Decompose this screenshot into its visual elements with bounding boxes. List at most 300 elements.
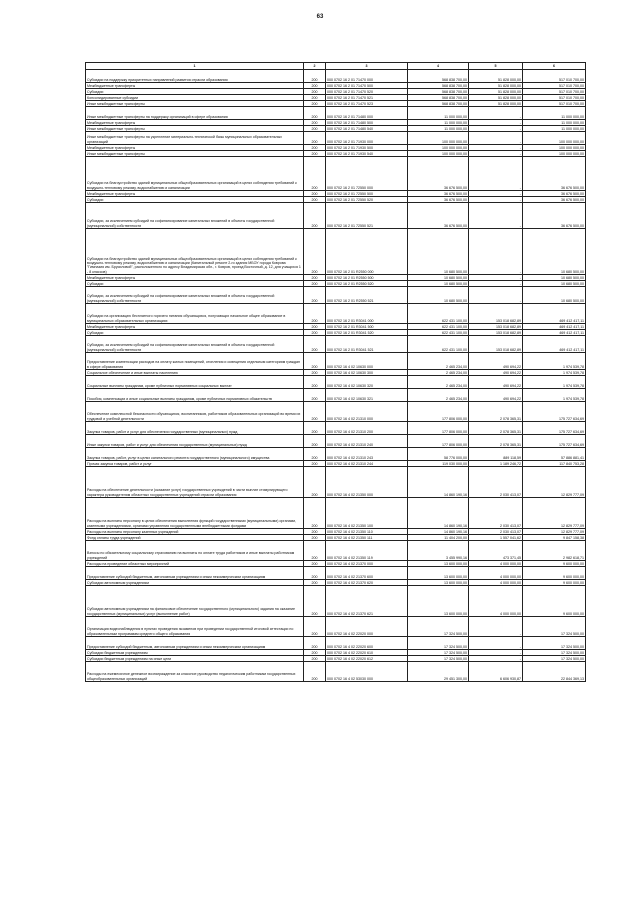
- row-budget-code: 000 0702 16 4 02 21350 119: [326, 541, 408, 561]
- row-description: Прочая закупка товаров, работ и услуг: [86, 461, 304, 467]
- row-executed-amount: -: [469, 656, 523, 662]
- row-executed-amount: -: [469, 126, 523, 132]
- row-description: Субсидии на поддержку приоритетных направлений развития отрасли образования: [86, 70, 304, 83]
- row-remaining-amount: 57 886 881,41: [523, 448, 586, 461]
- row-description: Субсидии, за исключением субсидий на софинансирование капитальных вложений в объекты государственной (муниципальной) собственности: [86, 336, 304, 353]
- row-description: Пособия, компенсации и иные социальные выплаты гражданам, кроме публичных нормативных обязательств: [86, 389, 304, 402]
- row-description: Расходы на ежемесячное денежное вознаграждение за классное руководство педагогическим работникам государственных общеобразовательных организаций: [86, 662, 304, 682]
- row-remaining-amount: 517 010 700,00: [523, 89, 586, 95]
- row-description: Субсидии: [86, 89, 304, 95]
- row-approved-amount: 177 806 000,00: [408, 422, 469, 435]
- row-budget-code: 000 0702 16 4 02 21370 000: [326, 561, 408, 567]
- row-line-code: 200: [304, 101, 326, 107]
- row-remaining-amount: 36 676 500,00: [523, 203, 586, 229]
- table-row: [86, 529, 586, 535]
- table-row: [86, 132, 586, 145]
- row-remaining-amount: 10 680 500,00: [523, 275, 586, 281]
- row-budget-code: 000 0702 16 2 01 71470 523: [326, 101, 408, 107]
- budget-table: [85, 62, 586, 682]
- row-description: Межбюджетные трансферты: [86, 275, 304, 281]
- row-approved-amount: 119 030 000,00: [408, 461, 469, 467]
- table-row: [86, 157, 586, 191]
- column-header-5: 5: [469, 63, 523, 70]
- row-budget-code: 000 0702 16 2 01 71470 000: [326, 70, 408, 83]
- row-remaining-amount: 36 676 500,00: [523, 191, 586, 197]
- row-executed-amount: 4 000 000,00: [469, 580, 523, 586]
- row-approved-amount: 29 451 300,00: [408, 662, 469, 682]
- row-approved-amount: 622 431 100,00: [408, 330, 469, 336]
- row-description: Субсидии: [86, 197, 304, 203]
- row-executed-amount: -: [469, 151, 523, 157]
- row-description: Закупка товаров, работ и услуг для обеспечения государственных (муниципальных) нужд: [86, 422, 304, 435]
- row-line-code: 200: [304, 561, 326, 567]
- row-budget-code: 000 0702 16 2 01 72550 000: [326, 157, 408, 191]
- row-line-code: 200: [304, 191, 326, 197]
- row-line-code: 200: [304, 145, 326, 151]
- row-remaining-amount: 517 010 700,00: [523, 101, 586, 107]
- row-executed-amount: -: [469, 157, 523, 191]
- row-approved-amount: 17 324 500,00: [408, 617, 469, 637]
- row-budget-code: 000 0702 16 4 02 21350 000: [326, 467, 408, 498]
- row-approved-amount: 11 000 000,00: [408, 126, 469, 132]
- row-remaining-amount: 9 600 000,00: [523, 561, 586, 567]
- row-line-code: 200: [304, 656, 326, 662]
- row-executed-amount: -: [469, 637, 523, 650]
- row-description: Социальное обеспечение и иные выплаты населению: [86, 370, 304, 376]
- table-row: [86, 203, 586, 229]
- row-approved-amount: 568 838 700,00: [408, 101, 469, 107]
- row-remaining-amount: 1 974 539,78: [523, 370, 586, 376]
- row-line-code: 200: [304, 229, 326, 275]
- row-approved-amount: 177 806 000,00: [408, 402, 469, 422]
- column-header-3: 3: [326, 63, 408, 70]
- row-approved-amount: 177 806 000,00: [408, 435, 469, 448]
- row-executed-amount: -: [469, 617, 523, 637]
- row-budget-code: 000 0702 16 2 01 72550 520: [326, 197, 408, 203]
- row-line-code: 200: [304, 157, 326, 191]
- row-approved-amount: 622 431 100,00: [408, 336, 469, 353]
- row-remaining-amount: 175 727 634,69: [523, 422, 586, 435]
- row-executed-amount: 51 828 000,00: [469, 101, 523, 107]
- row-budget-code: 000 0702 16 4 02 10630 321: [326, 389, 408, 402]
- row-executed-amount: 490 694,22: [469, 370, 523, 376]
- row-description: Субсидии автономным учреждениям: [86, 580, 304, 586]
- row-remaining-amount: 517 010 700,00: [523, 95, 586, 101]
- row-budget-code: 000 0702 16 2 01 R2550 521: [326, 287, 408, 304]
- row-line-code: 200: [304, 402, 326, 422]
- row-remaining-amount: 9 847 158,38: [523, 535, 586, 541]
- row-budget-code: 000 0702 16 2 01 71930 500: [326, 145, 408, 151]
- row-approved-amount: 36 676 500,00: [408, 157, 469, 191]
- row-line-code: 200: [304, 586, 326, 617]
- row-executed-amount: 4 000 000,00: [469, 567, 523, 580]
- row-approved-amount: 622 431 100,00: [408, 324, 469, 330]
- table-row: [86, 376, 586, 389]
- row-line-code: 200: [304, 580, 326, 586]
- row-remaining-amount: 1 974 539,78: [523, 389, 586, 402]
- row-line-code: 200: [304, 650, 326, 656]
- row-executed-amount: 51 828 000,00: [469, 70, 523, 83]
- row-executed-amount: 51 828 000,00: [469, 83, 523, 89]
- row-executed-amount: 2 030 413,07: [469, 529, 523, 535]
- row-budget-code: 000 0702 16 2 01 72550 521: [326, 203, 408, 229]
- row-description: Субсидии: [86, 330, 304, 336]
- row-description: Межбюджетные трансферты: [86, 120, 304, 126]
- row-remaining-amount: 17 324 500,00: [523, 650, 586, 656]
- row-executed-amount: 2 078 365,31: [469, 422, 523, 435]
- row-line-code: 200: [304, 448, 326, 461]
- table-row: [86, 422, 586, 435]
- row-approved-amount: 10 680 500,00: [408, 281, 469, 287]
- table-row: [86, 662, 586, 682]
- row-executed-amount: 153 018 682,89: [469, 304, 523, 324]
- row-approved-amount: 14 860 190,16: [408, 467, 469, 498]
- row-budget-code: 000 0702 16 2 01 R3041 000: [326, 304, 408, 324]
- row-description: Иные межбюджетные трансферты: [86, 151, 304, 157]
- row-line-code: 200: [304, 281, 326, 287]
- row-executed-amount: 51 828 000,00: [469, 89, 523, 95]
- row-executed-amount: 1 189 246,72: [469, 461, 523, 467]
- table-row: [86, 229, 586, 275]
- row-budget-code: 000 0702 16 4 02 21310 240: [326, 435, 408, 448]
- row-description: Фонд оплаты труда учреждений: [86, 535, 304, 541]
- row-budget-code: 000 0702 16 2 01 71480 000: [326, 107, 408, 120]
- row-remaining-amount: 17 324 500,00: [523, 617, 586, 637]
- row-approved-amount: 14 860 190,16: [408, 498, 469, 529]
- row-budget-code: 000 0702 16 4 02 21370 620: [326, 580, 408, 586]
- column-header-6: 6: [523, 63, 586, 70]
- column-header-4: 4: [408, 63, 469, 70]
- row-line-code: 200: [304, 529, 326, 535]
- row-description: Иные закупки товаров, работ и услуг для обеспечения государственных (муниципальных) нужд: [86, 435, 304, 448]
- row-executed-amount: -: [469, 281, 523, 287]
- row-approved-amount: 17 324 500,00: [408, 637, 469, 650]
- row-line-code: 200: [304, 126, 326, 132]
- table-row: [86, 287, 586, 304]
- row-remaining-amount: 469 412 417,11: [523, 324, 586, 330]
- row-approved-amount: 100 000 000,00: [408, 145, 469, 151]
- row-approved-amount: 14 860 190,16: [408, 529, 469, 535]
- row-line-code: 200: [304, 435, 326, 448]
- budget-table-body: [86, 63, 586, 682]
- row-line-code: 200: [304, 70, 326, 83]
- row-budget-code: 000 0702 16 4 02 10630 320: [326, 376, 408, 389]
- row-approved-amount: 13 600 000,00: [408, 561, 469, 567]
- table-row: [86, 107, 586, 120]
- row-remaining-amount: 22 844 369,13: [523, 662, 586, 682]
- row-remaining-amount: 100 000 000,00: [523, 132, 586, 145]
- row-remaining-amount: 517 010 700,00: [523, 83, 586, 89]
- row-approved-amount: 100 000 000,00: [408, 132, 469, 145]
- row-budget-code: 000 0702 16 2 01 71930 540: [326, 151, 408, 157]
- row-budget-code: 000 0702 16 4 02 22020 612: [326, 656, 408, 662]
- row-remaining-amount: 469 412 417,11: [523, 304, 586, 324]
- row-description: Межбюджетные трансферты: [86, 191, 304, 197]
- row-executed-amount: -: [469, 120, 523, 126]
- row-remaining-amount: 469 412 417,11: [523, 330, 586, 336]
- row-executed-amount: 2 030 413,07: [469, 498, 523, 529]
- row-budget-code: 000 0702 16 2 01 R3041 500: [326, 324, 408, 330]
- row-description: Иные межбюджетные трансферты на укрепление материально-технической базы муниципальных образовательных организаций: [86, 132, 304, 145]
- row-description: Субсидии на организацию бесплатного горячего питания обучающихся, получающих начальное общее образование в муниципальных образовательных организациях: [86, 304, 304, 324]
- row-line-code: 200: [304, 107, 326, 120]
- row-remaining-amount: 1 974 539,78: [523, 353, 586, 370]
- row-executed-amount: 473 371,45: [469, 541, 523, 561]
- row-executed-amount: -: [469, 132, 523, 145]
- row-approved-amount: 13 600 000,00: [408, 586, 469, 617]
- row-description: Субсидии бюджетным учреждениям на иные цели: [86, 656, 304, 662]
- row-approved-amount: 2 465 234,00: [408, 389, 469, 402]
- row-approved-amount: 2 465 234,00: [408, 376, 469, 389]
- row-budget-code: 000 0702 16 2 01 71470 500: [326, 83, 408, 89]
- row-budget-code: 000 0702 16 2 01 71470 520: [326, 89, 408, 95]
- row-executed-amount: 2 078 365,31: [469, 402, 523, 422]
- page-number: 63: [316, 14, 324, 20]
- table-row: [86, 637, 586, 650]
- row-budget-code: 000 0702 16 4 02 21350 110: [326, 529, 408, 535]
- table-row: [86, 561, 586, 567]
- row-remaining-amount: 36 676 500,00: [523, 157, 586, 191]
- row-budget-code: 000 0702 16 4 02 10630 000: [326, 353, 408, 370]
- row-budget-code: 000 0702 16 4 02 22020 600: [326, 637, 408, 650]
- row-description: Закупка товаров, работ, услуг в целях капитального ремонта государственного (муниципального) имущества: [86, 448, 304, 461]
- row-description: Межбюджетные трансферты: [86, 83, 304, 89]
- row-budget-code: 000 0702 16 4 02 53030 000: [326, 662, 408, 682]
- table-row: [86, 70, 586, 83]
- row-remaining-amount: 175 727 634,69: [523, 435, 586, 448]
- row-executed-amount: -: [469, 197, 523, 203]
- row-line-code: 200: [304, 83, 326, 89]
- table-row: [86, 586, 586, 617]
- row-budget-code: 000 0702 16 2 01 R2550 500: [326, 275, 408, 281]
- row-remaining-amount: 11 000 000,00: [523, 107, 586, 120]
- row-executed-amount: 51 828 000,00: [469, 95, 523, 101]
- row-budget-code: 000 0702 16 2 01 R2550 520: [326, 281, 408, 287]
- row-executed-amount: 490 694,22: [469, 389, 523, 402]
- row-description: Социальные выплаты гражданам, кроме публичных нормативных социальных выплат: [86, 376, 304, 389]
- row-approved-amount: 2 465 234,00: [408, 370, 469, 376]
- row-approved-amount: 13 600 000,00: [408, 567, 469, 580]
- row-approved-amount: 100 000 000,00: [408, 151, 469, 157]
- row-remaining-amount: 12 829 777,09: [523, 498, 586, 529]
- row-budget-code: 000 0702 16 2 01 R3041 521: [326, 336, 408, 353]
- table-row: [86, 498, 586, 529]
- table-row: [86, 617, 586, 637]
- row-description: Расходы на выплаты персоналу в целях обеспечения выполнения функций государственными (муниципальными) органами, казенными учреждениями, органами управления государственными внебюджетными фондами: [86, 498, 304, 529]
- row-executed-amount: -: [469, 650, 523, 656]
- row-approved-amount: 622 431 100,00: [408, 304, 469, 324]
- row-description: Консолидированные субсидии: [86, 95, 304, 101]
- row-description: Предоставление субсидий бюджетным, автономным учреждениям и иным некоммерческим организациям: [86, 637, 304, 650]
- row-executed-amount: 153 018 682,89: [469, 324, 523, 330]
- row-description: Расходы на выплаты персоналу казенных учреждений: [86, 529, 304, 535]
- row-executed-amount: 1 557 041,62: [469, 535, 523, 541]
- row-approved-amount: 36 676 500,00: [408, 197, 469, 203]
- row-budget-code: 000 0702 16 2 01 71470 521: [326, 95, 408, 101]
- table-header-row: [86, 63, 586, 70]
- row-executed-amount: -: [469, 203, 523, 229]
- column-header-1: 1: [86, 63, 304, 70]
- row-budget-code: 000 0702 16 4 02 21310 243: [326, 448, 408, 461]
- table-row: [86, 370, 586, 376]
- row-line-code: 200: [304, 422, 326, 435]
- row-executed-amount: 889 118,59: [469, 448, 523, 461]
- row-description: Взносы по обязательному социальному страхованию на выплаты по оплате труда работников и иные выплаты работникам учреждений: [86, 541, 304, 561]
- row-description: Субсидии, за исключением субсидий на софинансирование капитальных вложений в объекты государственной (муниципальной) собственности: [86, 203, 304, 229]
- row-approved-amount: 10 680 500,00: [408, 287, 469, 304]
- row-line-code: 200: [304, 662, 326, 682]
- row-approved-amount: 11 000 000,00: [408, 120, 469, 126]
- row-line-code: 200: [304, 120, 326, 126]
- row-line-code: 200: [304, 617, 326, 637]
- row-executed-amount: 490 694,22: [469, 376, 523, 389]
- row-remaining-amount: 100 000 000,00: [523, 145, 586, 151]
- row-description: Субсидии на благоустройство зданий муниципальных общеобразовательных организаций в целях соблюдения требований к воздушно-тепловому режиму, водоснабжению и канализации: [86, 157, 304, 191]
- row-approved-amount: 10 680 500,00: [408, 275, 469, 281]
- row-line-code: 200: [304, 637, 326, 650]
- table-row: [86, 448, 586, 461]
- row-remaining-amount: 100 000 000,00: [523, 151, 586, 157]
- row-remaining-amount: 469 412 417,11: [523, 336, 586, 353]
- row-line-code: 200: [304, 567, 326, 580]
- row-line-code: 200: [304, 389, 326, 402]
- row-description: Иные межбюджетные трансферты: [86, 101, 304, 107]
- row-budget-code: 000 0702 16 2 01 72550 500: [326, 191, 408, 197]
- table-row: [86, 402, 586, 422]
- row-executed-amount: -: [469, 229, 523, 275]
- row-description: Иные межбюджетные трансферты на поддержку организаций в сфере образования: [86, 107, 304, 120]
- row-remaining-amount: 10 680 500,00: [523, 281, 586, 287]
- row-remaining-amount: 175 727 634,69: [523, 402, 586, 422]
- row-executed-amount: 2 030 413,07: [469, 467, 523, 498]
- table-row: [86, 567, 586, 580]
- row-budget-code: 000 0702 16 2 01 R2550 000: [326, 229, 408, 275]
- row-line-code: 200: [304, 330, 326, 336]
- row-remaining-amount: 36 676 500,00: [523, 197, 586, 203]
- row-remaining-amount: 11 000 000,00: [523, 126, 586, 132]
- row-budget-code: 000 0702 16 2 01 71480 540: [326, 126, 408, 132]
- row-line-code: 200: [304, 197, 326, 203]
- row-line-code: 200: [304, 541, 326, 561]
- row-budget-code: 000 0702 16 4 02 10630 300: [326, 370, 408, 376]
- row-budget-code: 000 0702 16 4 02 21350 100: [326, 498, 408, 529]
- table-row: [86, 353, 586, 370]
- row-budget-code: 000 0702 16 2 01 71480 500: [326, 120, 408, 126]
- row-line-code: 200: [304, 95, 326, 101]
- row-remaining-amount: 1 974 539,78: [523, 376, 586, 389]
- row-executed-amount: 490 694,22: [469, 353, 523, 370]
- row-line-code: 200: [304, 304, 326, 324]
- row-budget-code: 000 0702 16 2 01 R3041 520: [326, 330, 408, 336]
- row-line-code: 200: [304, 535, 326, 541]
- row-remaining-amount: 9 600 000,00: [523, 580, 586, 586]
- row-remaining-amount: 12 829 777,09: [523, 467, 586, 498]
- row-approved-amount: 11 404 200,00: [408, 535, 469, 541]
- row-remaining-amount: 11 000 000,00: [523, 120, 586, 126]
- row-line-code: 200: [304, 353, 326, 370]
- row-description: Субсидии, за исключением субсидий на софинансирование капитальных вложений в объекты государственной (муниципальной) собственности: [86, 287, 304, 304]
- row-budget-code: 000 0702 16 4 02 21370 600: [326, 567, 408, 580]
- row-approved-amount: 3 455 990,16: [408, 541, 469, 561]
- column-header-2: 2: [304, 63, 326, 70]
- row-remaining-amount: 9 600 000,00: [523, 567, 586, 580]
- row-budget-code: 000 0702 16 4 02 21310 244: [326, 461, 408, 467]
- row-executed-amount: -: [469, 275, 523, 281]
- row-description: Субсидии на благоустройство зданий муниципальных общеобразовательных организаций в целях соблюдения требований к воздушно-тепловому режиму, водоснабжению и канализации (Капитальный ремонт 2-го здания МБОУ города Коврова "Гимназия им. Брусиловой", расположенного по адресу Владимирская обл., г. Ковров, проезд Восточный, д. 12, для учащихся 1 - 8 классов): [86, 229, 304, 275]
- row-line-code: 200: [304, 287, 326, 304]
- row-budget-code: 000 0702 16 2 01 71930 000: [326, 132, 408, 145]
- row-approved-amount: 568 838 700,00: [408, 83, 469, 89]
- row-executed-amount: 4 000 000,00: [469, 586, 523, 617]
- row-line-code: 200: [304, 89, 326, 95]
- row-executed-amount: 153 018 682,89: [469, 330, 523, 336]
- row-budget-code: 000 0702 16 4 02 21350 111: [326, 535, 408, 541]
- row-description: Предоставление субсидий бюджетным, автономным учреждениям и иным некоммерческим организациям: [86, 567, 304, 580]
- row-description: Субсидии бюджетным учреждениям: [86, 650, 304, 656]
- table-row: [86, 541, 586, 561]
- row-remaining-amount: 117 840 753,28: [523, 461, 586, 467]
- row-description: Межбюджетные трансферты: [86, 324, 304, 330]
- row-line-code: 200: [304, 132, 326, 145]
- row-remaining-amount: 10 680 500,00: [523, 287, 586, 304]
- row-line-code: 200: [304, 376, 326, 389]
- table-row: [86, 336, 586, 353]
- row-description: Предоставление компенсации расходов на оплату жилых помещений, отопления и освещения отдельным категориям граждан в сфере образования: [86, 353, 304, 370]
- row-approved-amount: 568 838 700,00: [408, 89, 469, 95]
- row-executed-amount: 153 018 682,89: [469, 336, 523, 353]
- row-approved-amount: 568 838 700,00: [408, 70, 469, 83]
- row-approved-amount: 36 676 500,00: [408, 191, 469, 197]
- row-description: Обеспечение комплексной безопасности обучающихся, воспитанников, работников образовательных организаций во время их трудовой и учебной деятельности: [86, 402, 304, 422]
- row-remaining-amount: 517 010 700,00: [523, 70, 586, 83]
- row-line-code: 200: [304, 467, 326, 498]
- row-budget-code: 000 0702 16 4 02 21370 621: [326, 586, 408, 617]
- row-executed-amount: -: [469, 287, 523, 304]
- row-line-code: 200: [304, 498, 326, 529]
- row-approved-amount: 58 776 000,00: [408, 448, 469, 461]
- row-description: Субсидии автономным учреждениям на финансовое обеспечение государственного (муниципального) задания на оказание государственных (муниципальных) услуг (выполнение работ): [86, 586, 304, 617]
- row-remaining-amount: 2 982 618,71: [523, 541, 586, 561]
- row-approved-amount: 11 000 000,00: [408, 107, 469, 120]
- row-executed-amount: -: [469, 107, 523, 120]
- row-executed-amount: -: [469, 145, 523, 151]
- row-description: Расходы на обеспечение деятельности (оказание услуг) государственных учреждений в части выплат стимулирующего характера руководителям областных государственных учреждений отрасли образования: [86, 467, 304, 498]
- table-row: [86, 435, 586, 448]
- row-executed-amount: 4 000 000,00: [469, 561, 523, 567]
- row-line-code: 200: [304, 151, 326, 157]
- row-approved-amount: 13 600 000,00: [408, 580, 469, 586]
- row-executed-amount: -: [469, 191, 523, 197]
- row-description: Организация видеонаблюдения в пунктах проведения экзаменов при проведении государственной итоговой аттестации по образовательным программам среднего общего образования: [86, 617, 304, 637]
- row-executed-amount: 6 606 930,87: [469, 662, 523, 682]
- row-budget-code: 000 0702 16 4 02 21310 000: [326, 402, 408, 422]
- row-line-code: 200: [304, 461, 326, 467]
- row-approved-amount: 10 680 500,00: [408, 229, 469, 275]
- row-description: Иные межбюджетные трансферты: [86, 126, 304, 132]
- row-budget-code: 000 0702 16 4 02 22020 610: [326, 650, 408, 656]
- row-line-code: 200: [304, 370, 326, 376]
- row-description: Субсидии: [86, 281, 304, 287]
- row-description: Межбюджетные трансферты: [86, 145, 304, 151]
- row-description: Расходы на проведение областных мероприятий: [86, 561, 304, 567]
- row-approved-amount: 568 838 700,00: [408, 95, 469, 101]
- row-approved-amount: 2 465 234,00: [408, 353, 469, 370]
- row-remaining-amount: 17 324 500,00: [523, 637, 586, 650]
- row-line-code: 200: [304, 336, 326, 353]
- row-approved-amount: 36 676 500,00: [408, 203, 469, 229]
- row-remaining-amount: 10 680 500,00: [523, 229, 586, 275]
- row-remaining-amount: 9 600 000,00: [523, 586, 586, 617]
